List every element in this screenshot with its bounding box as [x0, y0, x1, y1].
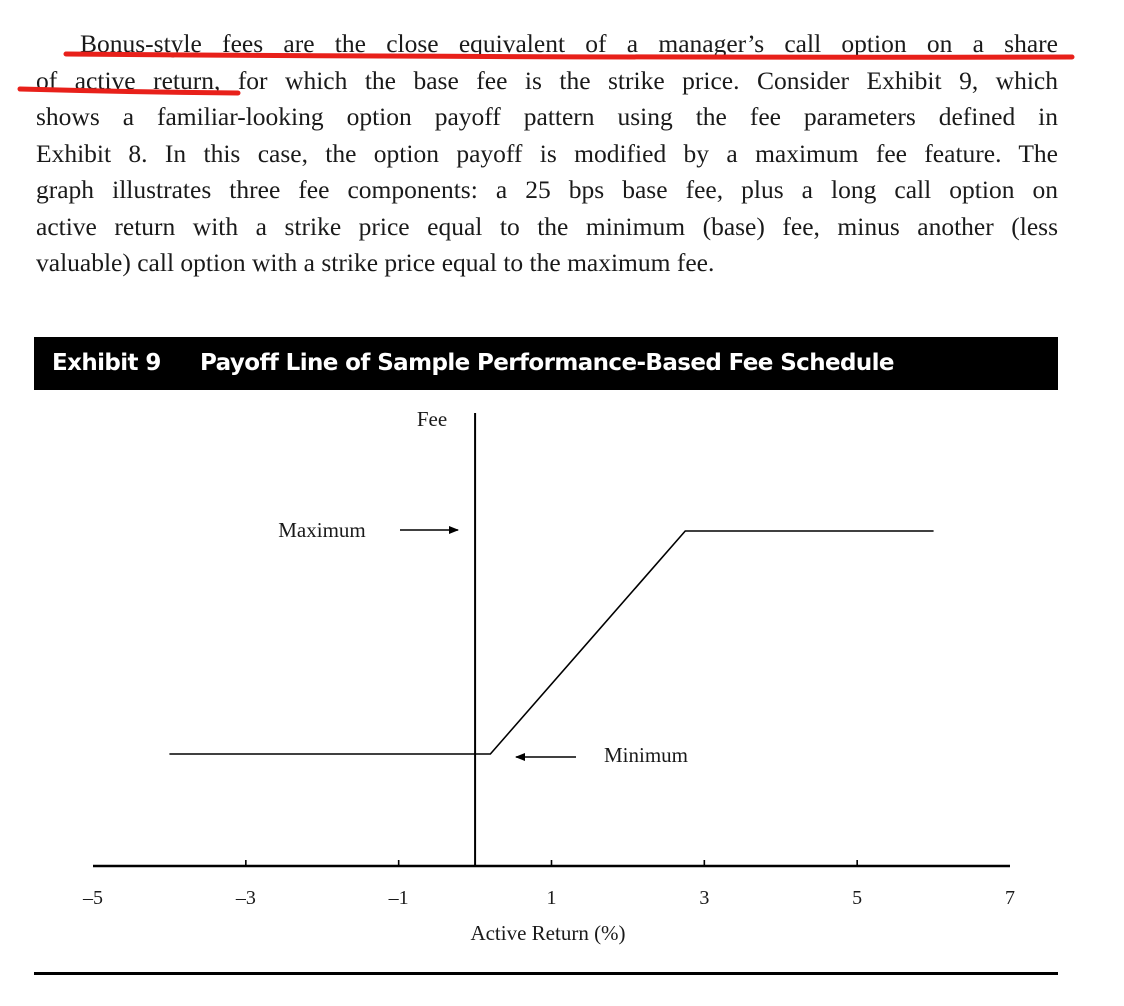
x-axis-label: Active Return (%) [470, 921, 626, 945]
x-tick-label: 5 [852, 887, 863, 909]
paragraph-line: active return with a strike price equal to the minimum (base) fee, minus another (less [36, 211, 1058, 241]
x-tick-label: –5 [83, 887, 103, 909]
maximum-label: Maximum [278, 518, 366, 542]
x-tick-label: –3 [235, 887, 256, 909]
y-axis-label: Fee [416, 407, 448, 431]
payoff-line [169, 531, 933, 754]
x-tick-label: 3 [699, 887, 710, 909]
exhibit-title: Payoff Line of Sample Performance-Based Fee Schedule [200, 350, 894, 376]
paragraph-line: of active return, for which the base fee is the strike price. Consider Exhibit 9, which [36, 65, 1058, 95]
paragraph-line: shows a familiar-looking option payoff pattern using the fee parameters defined in [36, 102, 1058, 131]
bottom-rule [34, 972, 1058, 975]
exhibit-number: Exhibit 9 [52, 350, 161, 376]
paragraph-line: Bonus-style fees are the close equivalent of a manager’s call option on a share [80, 29, 1058, 58]
paragraph-line: Exhibit 8. In this case, the option payoff is modified by a maximum fee feature. The [36, 138, 1058, 168]
x-tick-label: 1 [546, 887, 557, 909]
x-tick-label: 7 [1005, 887, 1015, 909]
paragraph-line: graph illustrates three fee components: a 25 bps base fee, plus a long call option on [36, 175, 1058, 204]
minimum-label: Minimum [603, 743, 689, 767]
paragraph-line: valuable) call option with a strike price equal to the maximum fee. [36, 248, 715, 277]
x-tick-label: –1 [388, 887, 409, 909]
